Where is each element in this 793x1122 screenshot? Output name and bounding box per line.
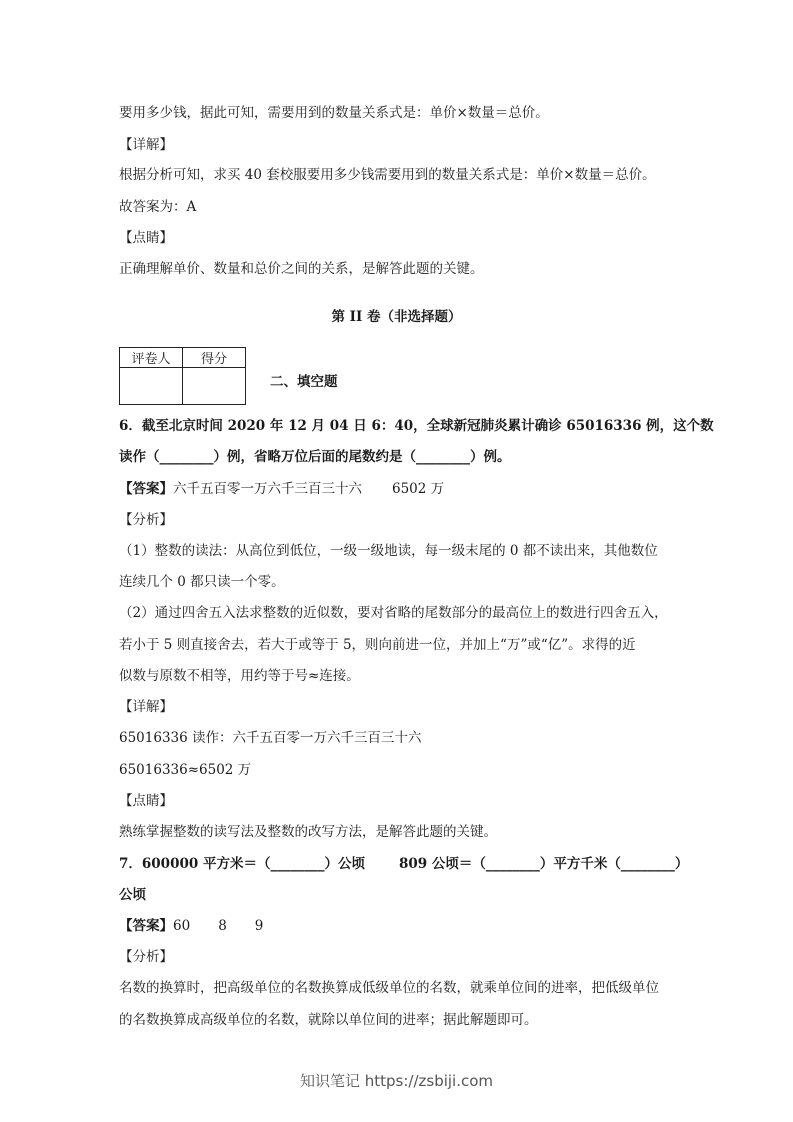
text-line: 正确理解单价、数量和总价之间的关系，是解答此题的关键。: [119, 261, 484, 277]
analysis-heading: 【分析】: [119, 949, 173, 965]
text-line: 65016336 读作：六千五百零一万六千三百三十六: [119, 730, 422, 746]
text-line: 似数与原数不相等，用约等于号≈连接。: [119, 668, 360, 684]
section-label: 二、填空题: [270, 374, 338, 390]
answer-value: 60: [173, 918, 191, 934]
answer-value: 六千五百零一万六千三百三十六: [173, 481, 362, 497]
analysis-heading: 【分析】: [119, 512, 173, 528]
text-line: 若小于 5 则直接舍去，若大于或等于 5，则向前进一位，并加上“万”或“亿”。求得的近: [119, 637, 636, 653]
answer-line: [119, 480, 444, 498]
text-line: （2）通过四舍五入法求整数的近似数，要对省略的尾数部分的最高位上的数进行四舍五入，: [119, 605, 668, 621]
question-6-line2: 读作（________）例，省略万位后面的尾数约是（________）例。: [119, 449, 511, 465]
text-line: 根据分析可知，求买 40 套校服要用多少钱需要用到的数量关系式是：单价×数量＝总价。: [119, 167, 656, 183]
tip-heading: 【点睛】: [119, 793, 173, 809]
answer-tag: 【答案】: [119, 918, 173, 934]
question-7-line2: 公顷: [119, 887, 146, 903]
table-header-score: 得分: [183, 348, 246, 368]
text-line: 连续几个 0 都只读一个零。: [119, 574, 285, 590]
question-6-line1: 6．截至北京时间 2020 年 12 月 04 日 6：40，全球新冠肺炎累计确诊 65016336 例，这个数: [119, 418, 714, 434]
text-line: 名数的换算时，把高级单位的名数换算成低级单位的名数，就乘单位间的进率，把低级单位: [119, 980, 659, 996]
answer-tag: 【答案】: [119, 481, 173, 497]
text-line: 的名数换算成高级单位的名数，就除以单位间的进率；据此解题即可。: [119, 1012, 538, 1028]
footer-watermark: 知识笔记 https://zsbiji.com: [299, 1072, 494, 1090]
answer-value: 8: [218, 918, 227, 934]
score-table: [119, 347, 246, 405]
text-line: 熟练掌握整数的读写法及整数的改写方法，是解答此题的关键。: [119, 824, 497, 840]
detail-heading: 【详解】: [119, 137, 173, 153]
table-header-grader: 评卷人: [120, 348, 183, 368]
answer-value: 6502 万: [392, 481, 445, 497]
text-line: 故答案为：A: [119, 199, 197, 215]
text-line: 65016336≈6502 万: [119, 762, 252, 778]
text-line: 要用多少钱，据此可知，需要用到的数量关系式是：单价×数量＝总价。: [119, 105, 549, 121]
tip-heading: 【点睛】: [119, 230, 173, 246]
detail-heading: 【详解】: [119, 699, 173, 715]
section-title: 第 II 卷（非选择题）: [331, 309, 462, 325]
text-line: （1）整数的读法：从高位到低位，一级一级地读，每一级末尾的 0 都不读出来，其他数位: [119, 543, 658, 559]
table-cell-grader: [120, 368, 183, 405]
question-7-part2: 809 公顷＝（________）平方千米（________）: [399, 856, 689, 872]
answer-line: [119, 917, 263, 935]
table-cell-score: [183, 368, 246, 405]
question-7-part1: 7．600000 平方米＝（________）公顷: [119, 856, 365, 872]
answer-value: 9: [254, 918, 264, 934]
